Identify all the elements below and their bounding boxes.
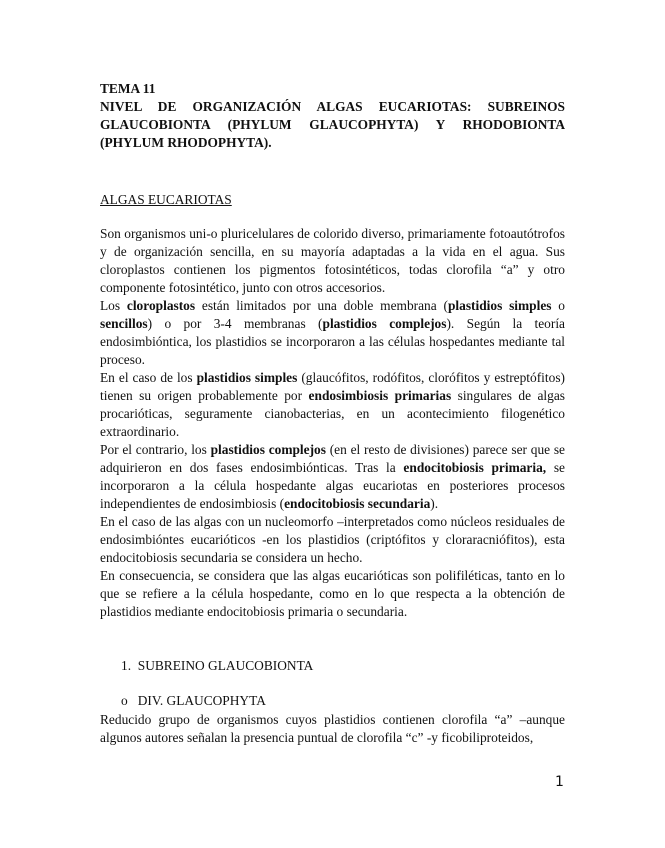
topic-label: TEMA 11 [100, 81, 156, 96]
paragraph-simple-plastids: En el caso de los plastidios simples (glaucófitos, rodófitos, clorófitos y estreptófitos) tienen su origen probablemente por endosimbiosis primarias singulares de algas procarióticas, seguramente cianobacterias, en un acontecimiento filogenético extraordinario. [100, 370, 565, 439]
paragraph-chloroplasts: Los cloroplastos están limitados por una doble membrana (plastidios simples o sencillos) o por 3-4 membranas (plastidios complejos). Según la teoría endosimbióntica, los plastidios se incorporaron a las células hospedantes mediante tal proceso. [100, 298, 565, 367]
document-header [100, 80, 565, 152]
body-text [100, 225, 565, 567]
paragraph-glaucophyta: Reducido grupo de organismos cuyos plastidios contienen clorofila “a” –aunque algunos autores señalan la presencia puntual de clorofila “c” -y ficobiliproteidos, [100, 712, 565, 745]
item-number: 1. [121, 658, 132, 673]
paragraph-conclusion: En consecuencia, se considera que las algas eucarióticas son polifiléticas, tanto en lo que se refiere a la célula hospedante, como en lo que respecta a la obtención de plastidios mediante endocitobiosis primaria o secundaria. [100, 568, 565, 619]
paragraph-intro: Son organismos uni-o pluricelulares de colorido diverso, primariamente fotoautótrofos y de organización sencilla, en su mayoría adaptadas a la vida en el agua. Sus cloroplastos contienen los pigmentos fotosintéticos, todas clorofila “a” y otro componente fotosintético, junto con otros accesorios. [100, 226, 565, 295]
bullet-marker: o [121, 693, 128, 708]
bullet-item [121, 692, 266, 710]
section-heading [100, 191, 565, 209]
document-title: NIVEL DE ORGANIZACIÓN ALGAS EUCARIOTAS: SUBREINOS GLAUCOBIONTA (PHYLUM GLAUCOPHYTA) Y RHODOBIONTA (PHYLUM RHODOPHYTA). [100, 99, 565, 150]
paragraph-nucleomorph: En el caso de las algas con un nucleomorfo –interpretados como núcleos residuales de endosimbióntes eucarióticos -en los plastidios (criptófitos y cloraracniófitos), esta endocitobiosis secundaria se considera un hecho. [100, 514, 565, 565]
section-heading-text: ALGAS EUCARIOTAS [100, 192, 232, 207]
numbered-item [121, 657, 313, 675]
bullet-label: DIV. GLAUCOPHYTA [137, 693, 266, 708]
page-number: 1 [555, 774, 564, 790]
item-label: SUBREINO GLAUCOBIONTA [137, 658, 314, 673]
paragraph-complex-plastids: Por el contrario, los plastidios complejos (en el resto de divisiones) parece ser que se adquirieron en dos fases endosimbiónticas. Tras la endocitobiosis primaria, se incorporaron a la célula hospedante algas eucariotas en posteriores procesos independientes de endosimbiosis (endocitobiosis secundaria). [100, 442, 566, 511]
